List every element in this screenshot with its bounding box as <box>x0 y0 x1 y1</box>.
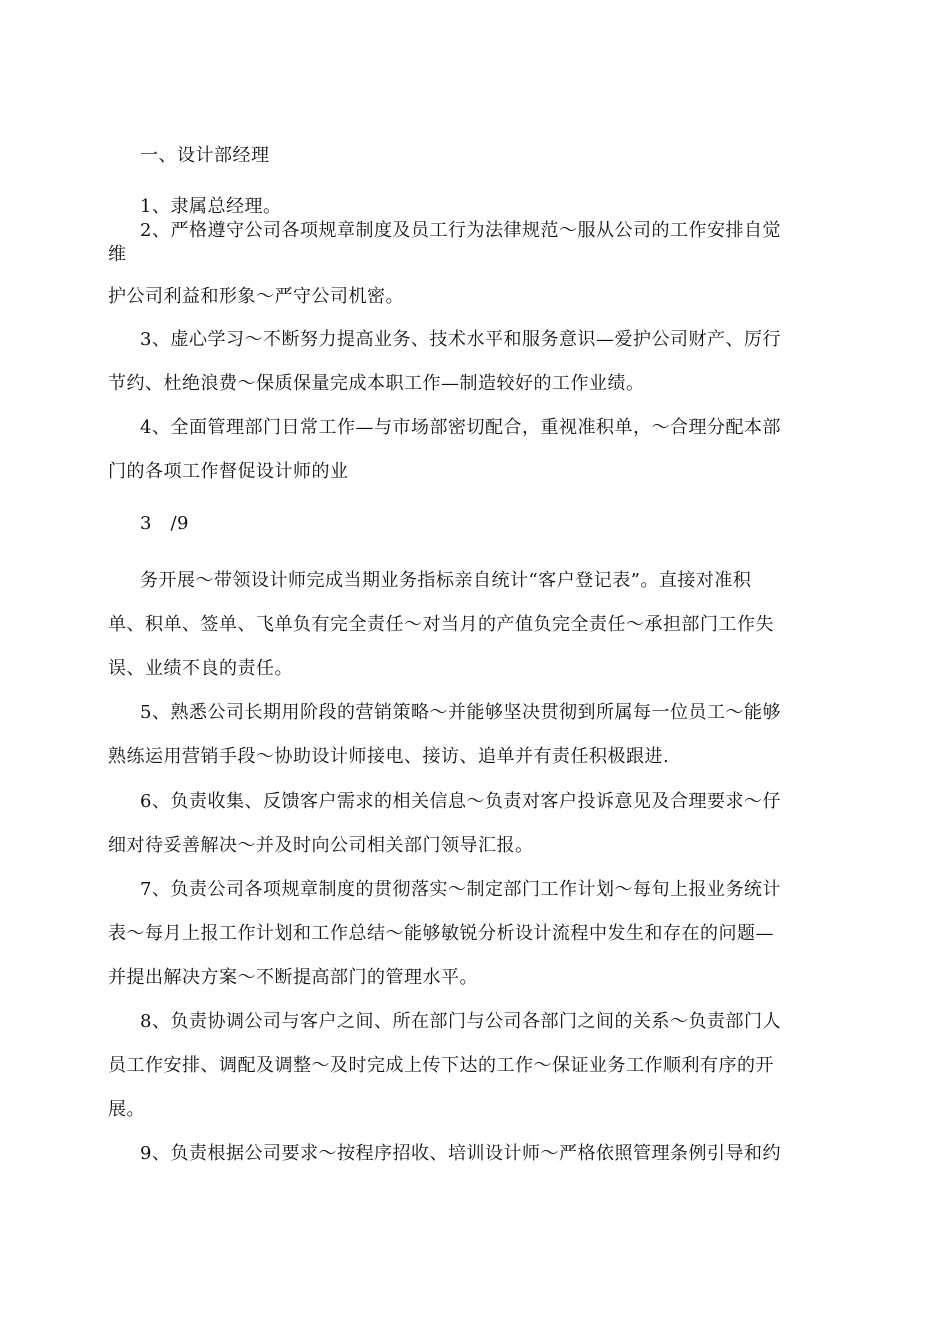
text-line: 1、隶属总经理。 <box>140 196 282 217</box>
text-line: 并提出解决方案〜不断提高部门的管理水平。 <box>108 967 478 988</box>
text-line: 熟练运用营销手段〜协助设计师接电、接访、追单并有责任积极跟进. <box>108 746 670 767</box>
text-line: 4、全面管理部门日常工作—与市场部密切配合，重视准积单，〜合理分配本部 <box>140 417 781 438</box>
text-line: 5、熟悉公司长期用阶段的营销策略〜并能够坚决贯彻到所属每一位员工〜能够 <box>140 702 781 723</box>
text-line: 2、严格遵守公司各项规章制度及员工行为法律规范〜服从公司的工作安排自觉 <box>140 220 781 241</box>
text-line: 误、业绩不良的责任。 <box>108 658 293 679</box>
text-line: 9、负责根据公司要求〜按程序招收、培训设计师〜严格依照管理条例引导和约 <box>140 1143 781 1164</box>
text-line: 3、虚心学习〜不断努力提高业务、技术水平和服务意识—爱护公司财产、厉行 <box>140 329 781 350</box>
text-line: 8、负责协调公司与客户之间、所在部门与公司各部门之间的关系〜负责部门人 <box>140 1011 781 1032</box>
text-line: 门的各项工作督促设计师的业 <box>108 461 349 482</box>
text-line: 单、积单、签单、飞单负有完全责任〜对当月的产值负完全责任〜承担部门工作失 <box>108 614 774 635</box>
page-number: 3 /9 <box>140 513 189 534</box>
section-heading: 一、设计部经理 <box>140 145 270 166</box>
text-line: 展。 <box>108 1099 145 1120</box>
text-line: 员工作安排、调配及调整〜及时完成上传下达的工作〜保证业务工作顺利有序的开 <box>108 1055 774 1076</box>
text-line: 6、负责收集、反馈客户需求的相关信息〜负责对客户投诉意见及合理要求〜仔 <box>140 791 781 812</box>
text-line: 细对待妥善解决〜并及时向公司相关部门领导汇报。 <box>108 835 534 856</box>
text-line: 维 <box>108 244 127 265</box>
text-line: 7、负责公司各项规章制度的贯彻落实〜制定部门工作计划〜每旬上报业务统计 <box>140 879 781 900</box>
text-line: 护公司利益和形象〜严守公司机密。 <box>108 286 404 307</box>
text-line: 节约、杜绝浪费〜保质保量完成本职工作—制造较好的工作业绩。 <box>108 373 645 394</box>
text-line: 务开展〜带领设计师完成当期业务指标亲自统计“客户登记表”。直接对准积 <box>140 570 752 591</box>
text-line: 表〜每月上报工作计划和工作总结〜能够敏锐分析设计流程中发生和存在的问题— <box>108 923 774 944</box>
